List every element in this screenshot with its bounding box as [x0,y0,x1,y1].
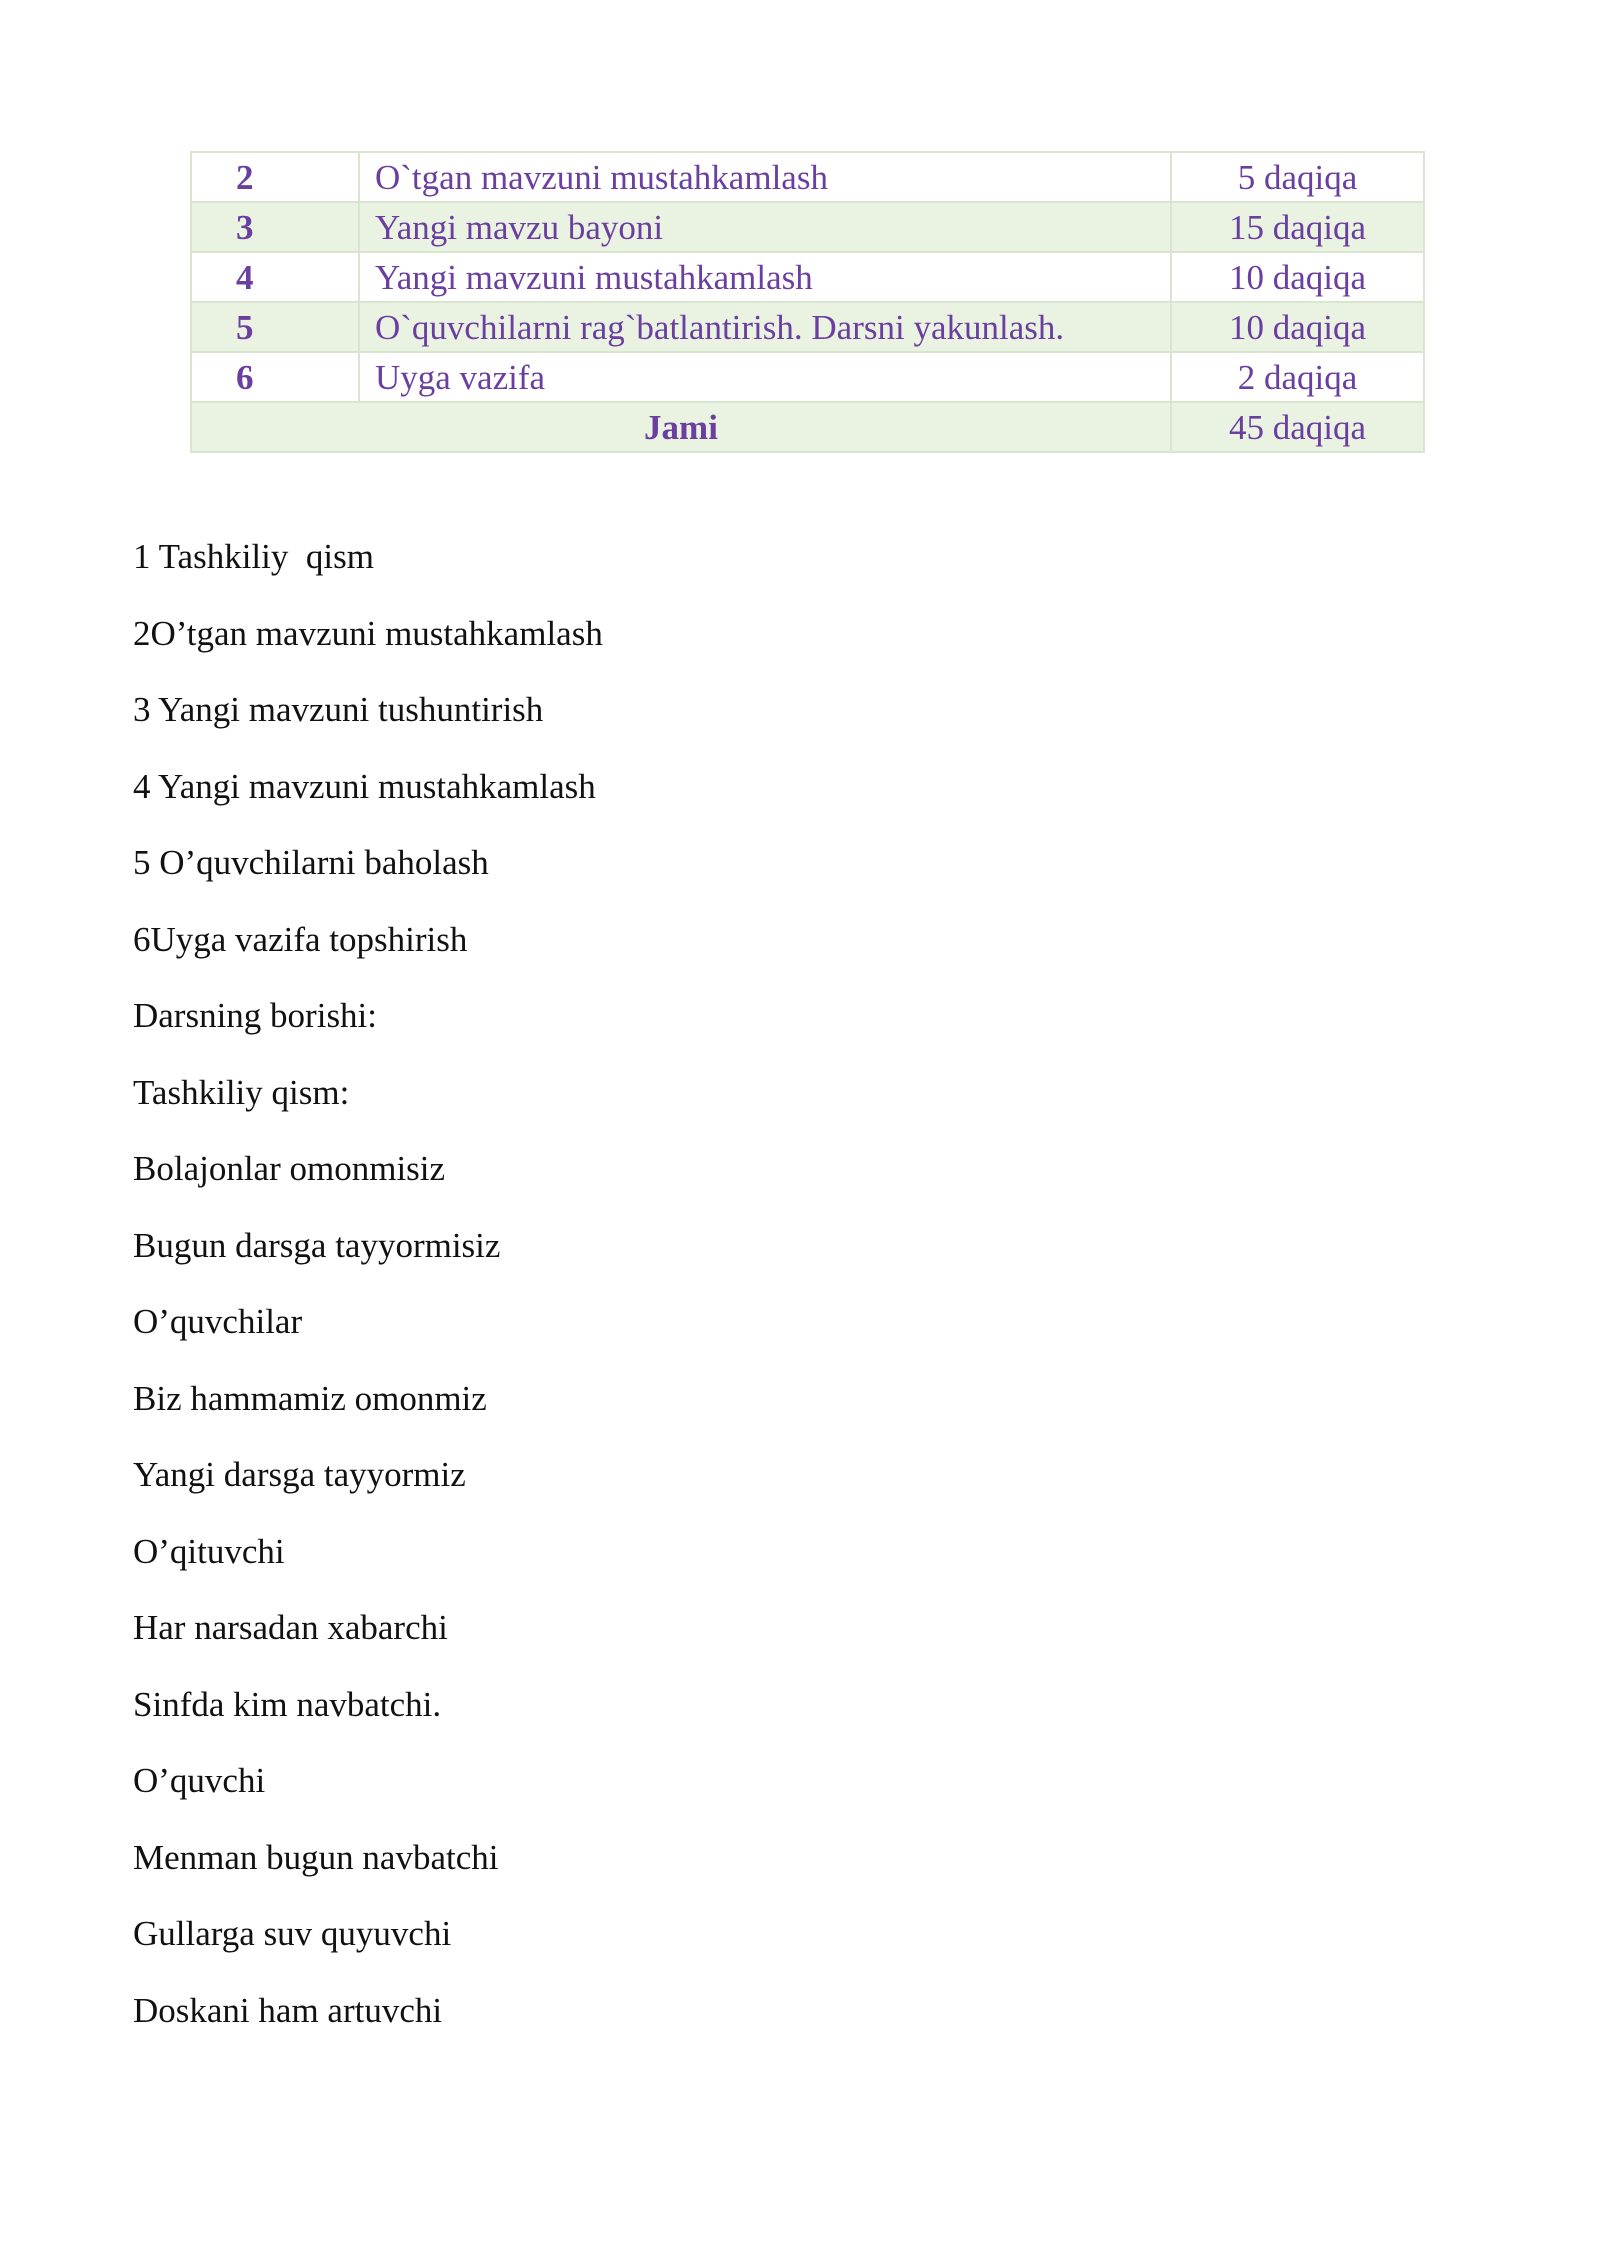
total-label: Jami [191,402,1171,452]
table-row [191,302,1424,352]
table-row [191,202,1424,252]
row-topic: Uyga vazifa [359,352,1171,402]
row-number: 5 [191,302,359,352]
text-line: Gullarga suv quyuvchi [133,1914,452,1953]
text-line: 4 Yangi mavzuni mustahkamlash [133,766,596,806]
row-number: 3 [191,202,359,252]
text-line: Har narsadan xabarchi [133,1608,448,1647]
row-duration: 5 daqiqa [1171,152,1424,202]
row-duration: 2 daqiqa [1171,352,1424,402]
table-row [191,352,1424,402]
text-line: O’quvchilar [133,1302,303,1341]
text-line: Biz hammamiz omonmiz [133,1378,487,1418]
text-line: O’qituvchi [133,1531,285,1571]
row-number: 2 [191,152,359,202]
text-line: Darsning borishi: [133,996,378,1035]
text-line: 3 Yangi mavzuni tushuntirish [133,690,544,729]
text-line: 2O’tgan mavzuni mustahkamlash [133,613,603,653]
text-line: Tashkiliy qism: [133,1072,350,1112]
row-duration: 15 daqiqa [1171,202,1424,252]
lesson-plan-table [190,151,1425,453]
text-line: Doskani ham artuvchi [133,1990,443,2030]
document-text [133,527,1433,2057]
table-row [191,252,1424,302]
text-line: O’quvchi [133,1761,266,1800]
lesson-plan-table-body [191,152,1424,452]
text-line: Bugun darsga tayyormisiz [133,1225,501,1265]
row-duration: 10 daqiqa [1171,252,1424,302]
text-line: Yangi darsga tayyormiz [133,1455,466,1494]
text-line: Sinfda kim navbatchi. [133,1684,442,1724]
row-topic: Yangi mavzuni mustahkamlash [359,252,1171,302]
row-number: 4 [191,252,359,302]
row-topic: O`quvchilarni rag`batlantirish. Darsni yakunlash. [359,302,1171,352]
text-line: 6Uyga vazifa topshirish [133,919,468,959]
row-topic: O`tgan mavzuni mustahkamlash [359,152,1171,202]
total-row [191,402,1424,452]
text-line: Bolajonlar omonmisiz [133,1149,446,1188]
row-duration: 10 daqiqa [1171,302,1424,352]
row-topic: Yangi mavzu bayoni [359,202,1171,252]
text-line: Menman bugun navbatchi [133,1837,499,1877]
row-number: 6 [191,352,359,402]
text-line: 1 Tashkiliy qism [133,537,374,576]
text-line: 5 O’quvchilarni baholash [133,843,489,882]
table-row [191,152,1424,202]
total-duration: 45 daqiqa [1171,402,1424,452]
